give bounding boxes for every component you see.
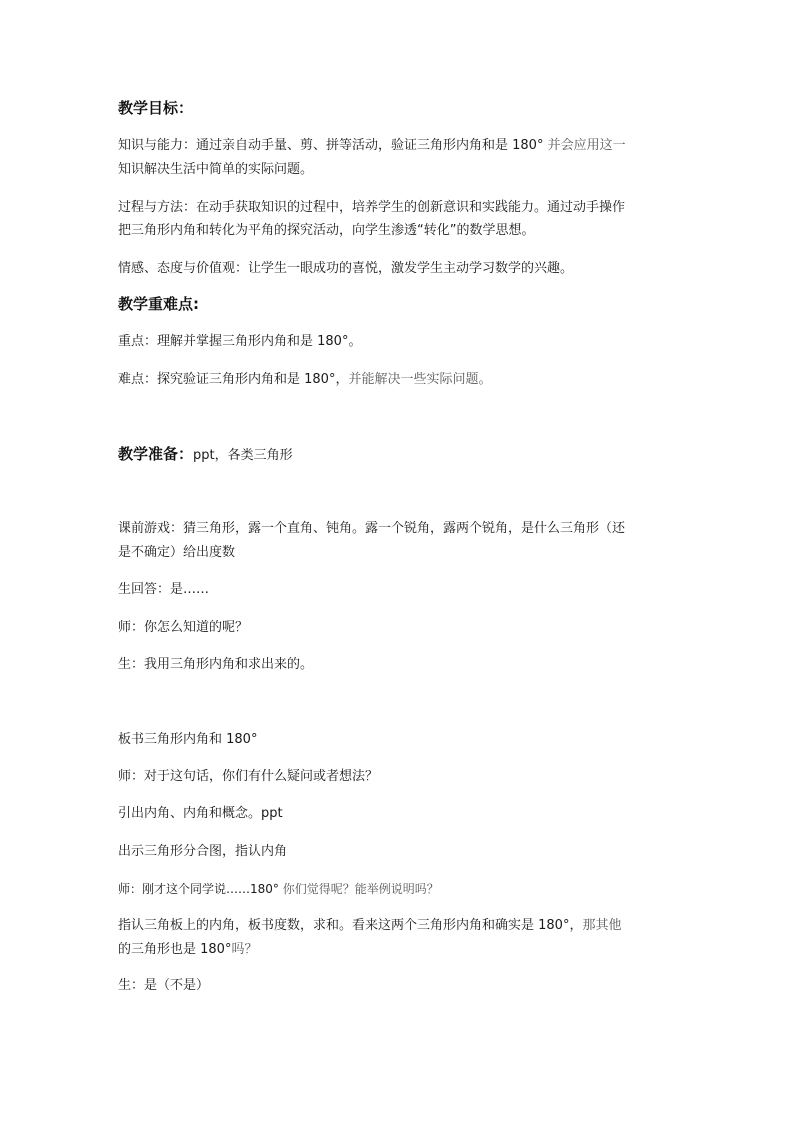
identify-line-1 (118, 916, 678, 936)
key-point-focus: 重点：理解并掌握三角形内角和是 180°。 (118, 334, 362, 349)
key-point-difficulty (118, 370, 678, 390)
identify-text: 指认三角板上的内角，板书度数，求和。看来这两个三角形内角和确实是 180°， (118, 918, 583, 933)
student-reply: 生：我用三角形内角和求出来的。 (118, 657, 314, 672)
preparation-line (118, 444, 678, 466)
identify-question: 吗？ (231, 942, 258, 957)
pre-class-game-line-2: 是不确定）给出度数 (118, 545, 236, 560)
board-title: 板书三角形内角和 180° (118, 732, 258, 747)
key-points-heading: 教学重难点: (118, 295, 199, 313)
objectives-heading: 教学目标： (118, 99, 194, 117)
objective-process-line-1: 过程与方法：在动手获取知识的过程中，培养学生的创新意识和实践能力。通过动手操作 (118, 200, 626, 215)
identify-continuation: 那其他 (582, 918, 622, 933)
objective-process-line-2: 把三角形内角和转化为平角的探究活动，向学生渗透“转化”的数学思想。 (118, 223, 535, 238)
key-point-difficulty-text: 难点：探究验证三角形内角和是 180°， (118, 372, 349, 387)
teacher-follow-up-text: 师：刚才这个同学说……180° (118, 882, 279, 896)
key-point-difficulty-continuation: 并能解决一些实际问题。 (348, 372, 492, 387)
objective-knowledge-line-1 (118, 136, 678, 156)
preparation-content: ppt，各类三角形 (193, 448, 293, 463)
objective-knowledge-line-2: 知识解决生活中简单的实际问题。 (118, 162, 314, 177)
preparation-heading: 教学准备： (118, 445, 194, 463)
pre-class-game-line-1: 课前游戏：猜三角形，露一个直角、钝角。露一个锐角，露两个锐角，是什么三角形（还 (118, 521, 626, 536)
show-figure: 出示三角形分合图，指认内角 (118, 844, 288, 859)
student-final-answer: 生：是（不是） (118, 978, 210, 993)
identify-line-2 (118, 940, 678, 960)
objective-knowledge-continuation: 并会应用这一 (543, 138, 626, 153)
objective-emotion: 情感、态度与价值观：让学生一眼成功的喜悦，激发学生主动学习数学的兴趣。 (118, 261, 574, 276)
teacher-prompt: 师：对于这句话，你们有什么疑问或者想法？ (118, 769, 379, 784)
identify-text-2: 的三角形也是 180° (118, 942, 232, 957)
concept-intro: 引出内角、内角和概念。ppt (118, 806, 283, 821)
student-answer: 生回答：是…… (118, 582, 210, 597)
objective-knowledge-text: 知识与能力：通过亲自动手量、剪、拼等活动，验证三角形内角和是 180° (118, 138, 544, 153)
teacher-question: 师：你怎么知道的呢？ (118, 620, 249, 635)
teacher-follow-up-continuation: 你们觉得呢？能举例说明吗？ (278, 882, 439, 896)
teacher-follow-up (118, 879, 678, 899)
